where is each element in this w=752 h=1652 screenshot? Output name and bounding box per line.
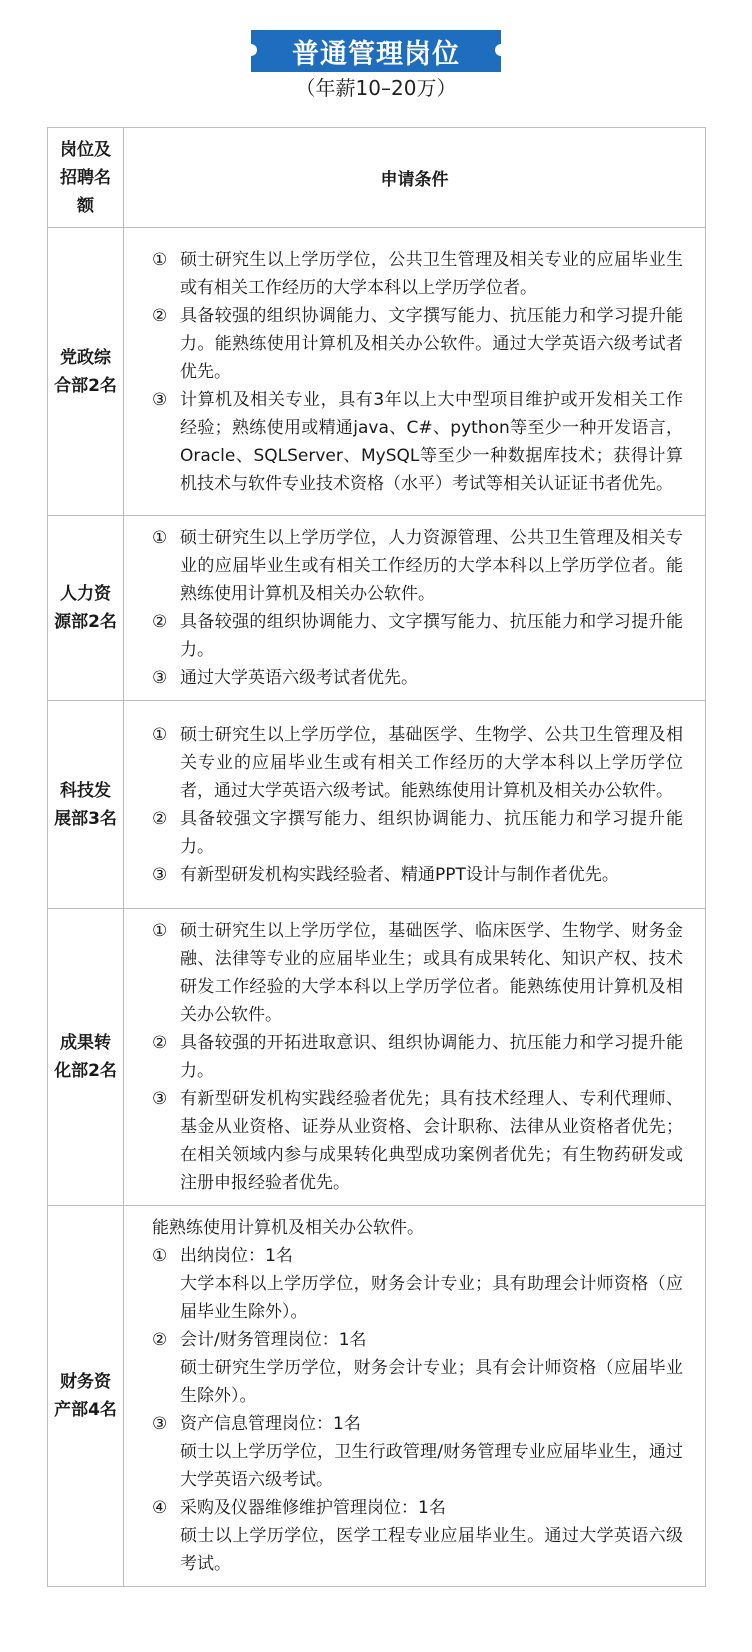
item-number: ③ (152, 389, 168, 410)
salary-subtitle: （年薪10–20万） (295, 76, 457, 100)
position-cell: 人力资源部2名 (48, 516, 124, 701)
item-text: 硕士研究生以上学历学位，基础医学、临床医学、生物学、财务金融、法律等专业的应届毕业生；或具有成果转化、知识产权、技术研发工作经验的大学本科以上学历学位者。能熟练使用计算机及相关办公软件。 (180, 921, 683, 1025)
position-cell: 科技发展部3名 (48, 701, 124, 909)
condition-item (152, 917, 683, 1029)
item-text: 出纳岗位：1名 (180, 1246, 293, 1266)
position-cell: 成果转化部2名 (48, 909, 124, 1206)
item-number: ① (152, 921, 168, 941)
table-row (48, 516, 706, 701)
conditions-cell (124, 909, 706, 1206)
item-text: 计算机及相关专业，具有3年以上大中型项目维护或开发相关工作经验；熟练使用或精通java、C#、python等至少一种开发语言，Oracle、SQLServer、MySQL等至少一种数据库技术；获得计算机技术与软件专业技术资格（水平）考试等相关认证证书者优先。 (180, 389, 683, 494)
conditions-cell (124, 701, 706, 909)
item-text: 有新型研发机构实践经验者、精通PPT设计与制作者优先。 (180, 864, 619, 885)
condition-item (152, 302, 683, 386)
condition-item (152, 861, 683, 889)
item-number: ② (152, 612, 168, 632)
conditions-cell (124, 1206, 706, 1587)
item-text: 资产信息管理岗位：1名 (180, 1414, 361, 1434)
item-number: ③ (152, 1414, 168, 1434)
table-header-row (48, 128, 706, 228)
table-row (48, 701, 706, 909)
conditions-intro: 能熟练使用计算机及相关办公软件。 (152, 1218, 424, 1238)
condition-item (152, 524, 683, 608)
banner-notch-left (245, 44, 257, 56)
condition-item (152, 1494, 683, 1522)
item-detail: 硕士研究生学历学位，财务会计专业；具有会计师资格（应届毕业生除外）。 (180, 1358, 683, 1406)
condition-item (152, 1242, 683, 1270)
item-number: ② (152, 305, 168, 326)
item-detail: 硕士以上学历学位，医学工程专业应届毕业生。通过大学英语六级考试。 (180, 1526, 683, 1574)
item-text: 硕士研究生以上学历学位，人力资源管理、公共卫生管理及相关专业的应届毕业生或有相关工作经历的大学本科以上学历学位者。能熟练使用计算机及相关办公软件。 (180, 528, 683, 604)
item-number: ③ (152, 864, 168, 885)
condition-item (152, 664, 683, 692)
item-text: 会计/财务管理岗位：1名 (180, 1330, 367, 1350)
item-number: ① (152, 528, 168, 548)
item-detail: 硕士以上学历学位，卫生行政管理/财务管理专业应届毕业生，通过大学英语六级考试。 (180, 1442, 683, 1490)
item-number: ② (152, 1330, 168, 1350)
item-text: 具备较强文字撰写能力、组织协调能力、抗压能力和学习提升能力。 (180, 808, 683, 857)
item-text: 硕士研究生以上学历学位，基础医学、生物学、公共卫生管理及相关专业的应届毕业生或有相关工作经历的大学本科以上学历学位者，通过大学英语六级考试。能熟练使用计算机及相关办公软件。 (180, 724, 683, 801)
item-number: ③ (152, 668, 168, 688)
item-text: 具备较强的组织协调能力、文字撰写能力、抗压能力和学习提升能力。 (180, 612, 683, 660)
section-title-banner (251, 30, 501, 72)
table-row (48, 1206, 706, 1587)
banner-notch-right (495, 44, 507, 56)
item-number: ① (152, 724, 168, 745)
condition-item (152, 1326, 683, 1354)
section-title: 普通管理岗位 (292, 38, 460, 70)
item-text: 有新型研发机构实践经验者优先；具有技术经理人、专利代理师、基金从业资格、证券从业资格、会计职称、法律从业资格者优先；在相关领域内参与成果转化典型成功案例者优先；有生物药研发或注册申报经验者优先。 (180, 1089, 683, 1193)
table-row (48, 909, 706, 1206)
item-number: ③ (152, 1089, 168, 1109)
item-detail: 大学本科以上学历学位，财务会计专业；具有助理会计师资格（应届毕业生除外）。 (180, 1274, 683, 1322)
item-text: 具备较强的组织协调能力、文字撰写能力、抗压能力和学习提升能力。能熟练使用计算机及相关办公软件。通过大学英语六级考试者优先。 (180, 305, 683, 382)
item-text: 采购及仪器维修维护管理岗位：1名 (180, 1498, 446, 1518)
column-header-conditions: 申请条件 (124, 128, 706, 228)
condition-item (152, 386, 683, 498)
conditions-cell (124, 228, 706, 516)
item-number: ① (152, 1246, 168, 1266)
condition-item (152, 246, 683, 302)
condition-item (152, 608, 683, 664)
condition-item (152, 1410, 683, 1438)
position-cell: 财务资产部4名 (48, 1206, 124, 1587)
item-text: 硕士研究生以上学历学位，公共卫生管理及相关专业的应届毕业生或有相关工作经历的大学本科以上学历学位者。 (180, 249, 683, 298)
condition-item (152, 1029, 683, 1085)
conditions-cell (124, 516, 706, 701)
condition-item (152, 1085, 683, 1197)
item-number: ② (152, 1033, 168, 1053)
item-number: ① (152, 249, 168, 270)
condition-item (152, 721, 683, 805)
item-number: ④ (152, 1498, 168, 1518)
requirements-table (47, 127, 706, 1587)
position-cell: 党政综合部2名 (48, 228, 124, 516)
column-header-position: 岗位及招聘名额 (48, 128, 124, 228)
item-text: 具备较强的开拓进取意识、组织协调能力、抗压能力和学习提升能力。 (180, 1033, 683, 1081)
item-number: ② (152, 808, 168, 829)
condition-item (152, 805, 683, 861)
item-text: 通过大学英语六级考试者优先。 (180, 668, 418, 688)
table-row (48, 228, 706, 516)
